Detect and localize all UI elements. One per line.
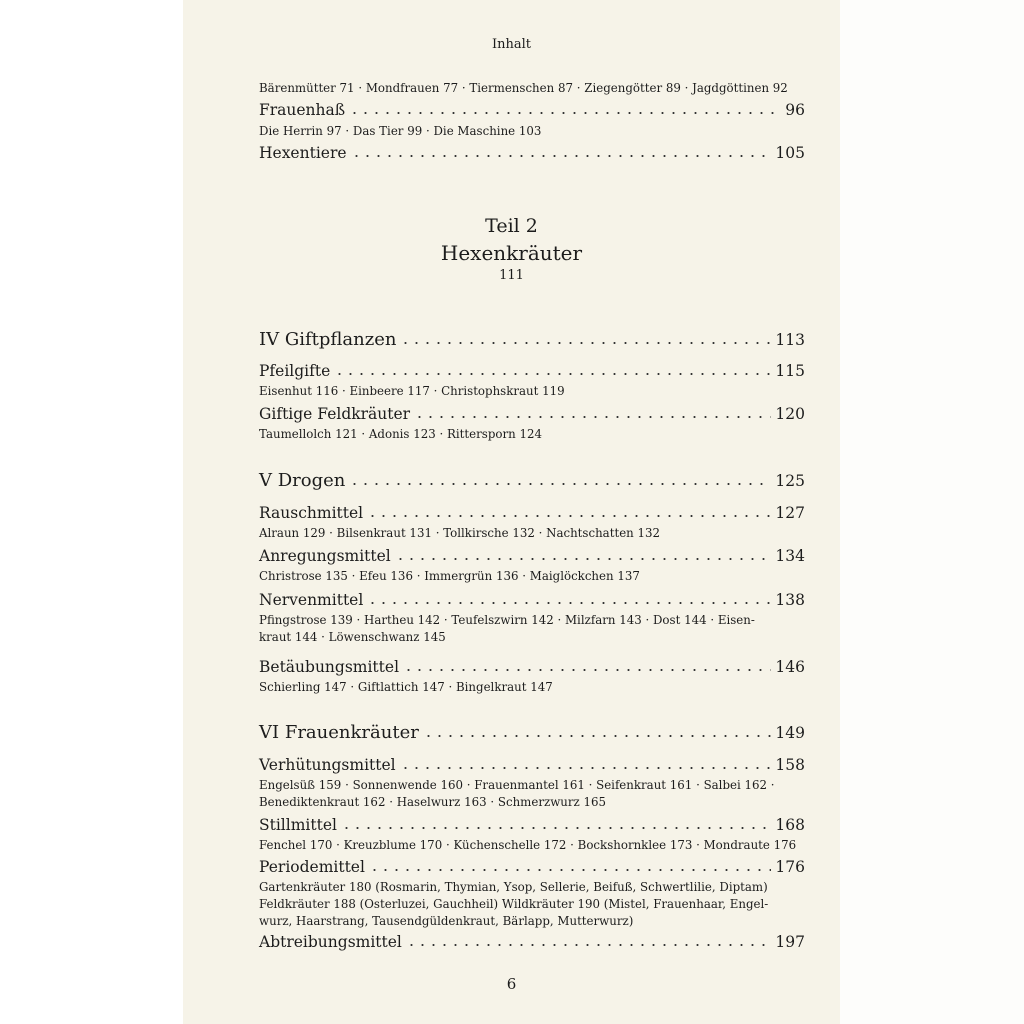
leader-dots xyxy=(403,658,771,672)
toc-subentries: kraut 144 · Löwenschwanz 145 xyxy=(259,630,446,644)
toc-entry-title: Hexentiere xyxy=(259,144,347,162)
leader-dots xyxy=(341,816,771,830)
toc-entry-title: Giftige Feldkräuter xyxy=(259,405,411,423)
book-page xyxy=(183,0,840,1024)
toc-subentries: Christrose 135 · Efeu 136 · Immergrün 136 · Maiglöckchen 137 xyxy=(259,569,640,583)
leader-dots xyxy=(334,362,771,376)
leader-dots xyxy=(400,756,772,770)
toc-entry-page: 115 xyxy=(775,362,805,380)
toc-entry xyxy=(259,933,805,951)
chapter-title: V Drogen xyxy=(259,470,346,492)
toc-entry-title: Betäubungsmittel xyxy=(259,658,400,676)
toc-entry xyxy=(259,547,805,565)
toc-subentries: Gartenkräuter 180 (Rosmarin, Thymian, Ysop, Sellerie, Beifuß, Schwertlilie, Diptam) xyxy=(259,880,768,894)
leader-dots xyxy=(406,933,772,947)
toc-entry-page: 120 xyxy=(775,405,805,423)
leader-dots xyxy=(423,722,772,738)
chapter-heading xyxy=(259,722,805,743)
toc-entry-page: 158 xyxy=(775,756,805,774)
toc-subentries: Engelsüß 159 · Sonnenwende 160 · Frauenmantel 161 · Seifenkraut 161 · Salbei 162 · xyxy=(259,778,775,792)
toc-entry xyxy=(259,816,805,834)
part-title: Hexenkräuter xyxy=(440,241,583,265)
toc-entry-title: Verhütungsmittel xyxy=(259,756,396,774)
leader-dots xyxy=(367,504,771,518)
toc-subentries: Die Herrin 97 · Das Tier 99 · Die Maschine 103 xyxy=(259,124,542,138)
toc-entry-page: 96 xyxy=(785,101,805,119)
toc-subentries: Schierling 147 · Giftlattich 147 · Bingelkraut 147 xyxy=(259,680,553,694)
toc-subentries: Alraun 129 · Bilsenkraut 131 · Tollkirsche 132 · Nachtschatten 132 xyxy=(259,526,661,540)
part-page: 111 xyxy=(499,268,524,283)
leader-dots xyxy=(400,329,771,345)
chapter-page: 149 xyxy=(775,724,805,743)
page-number: 6 xyxy=(506,975,517,993)
chapter-heading xyxy=(259,470,805,491)
chapter-title: VI Frauenkräuter xyxy=(259,722,419,744)
toc-entry-title: Stillmittel xyxy=(259,816,337,834)
leader-dots xyxy=(349,101,781,115)
leader-dots xyxy=(367,591,771,605)
running-head: Inhalt xyxy=(491,37,531,52)
toc-entry-page: 138 xyxy=(775,591,805,609)
chapter-page: 113 xyxy=(775,331,805,350)
toc-entry-title: Anregungsmittel xyxy=(259,547,391,565)
chapter-page: 125 xyxy=(775,472,805,491)
toc-entry-title: Frauenhaß xyxy=(259,101,346,119)
part-label: Teil 2 xyxy=(485,215,538,237)
chapter-title: IV Giftpflanzen xyxy=(259,329,397,351)
toc-subentries: Eisenhut 116 · Einbeere 117 · Christophskraut 119 xyxy=(259,384,565,398)
toc-entry xyxy=(259,101,805,119)
toc-entry xyxy=(259,504,805,522)
facing-margin xyxy=(840,0,1024,1024)
toc-entry xyxy=(259,591,805,609)
toc-entry-page: 197 xyxy=(775,933,805,951)
toc-entry xyxy=(259,362,805,380)
toc-subentries: Feldkräuter 188 (Osterluzei, Gauchheil) Wildkräuter 190 (Mistel, Frauenhaar, Engel- xyxy=(259,897,769,911)
toc-entry-page: 134 xyxy=(775,547,805,565)
toc-entry-page: 146 xyxy=(775,658,805,676)
toc-entry xyxy=(259,405,805,423)
top-subentry-line: Bärenmütter 71 · Mondfrauen 77 · Tiermenschen 87 · Ziegengötter 89 · Jagdgöttinen 92 xyxy=(259,81,788,95)
toc-entry-page: 105 xyxy=(775,144,805,162)
toc-entry-title: Pfeilgifte xyxy=(259,362,331,380)
toc-entry xyxy=(259,658,805,676)
leader-dots xyxy=(414,405,771,419)
toc-subentries: Pfingstrose 139 · Hartheu 142 · Teufelszwirn 142 · Milzfarn 143 · Dost 144 · Eisen- xyxy=(259,613,755,627)
leader-dots xyxy=(351,144,772,158)
toc-subentries: Taumellolch 121 · Adonis 123 · Rittersporn 124 xyxy=(259,427,542,441)
toc-entry xyxy=(259,756,805,774)
toc-subentries: wurz, Haarstrang, Tausendgüldenkraut, Bärlapp, Mutterwurz) xyxy=(259,914,634,928)
toc-subentries: Fenchel 170 · Kreuzblume 170 · Küchenschelle 172 · Bockshornklee 173 · Mondraute 176 xyxy=(259,838,797,852)
toc-entry xyxy=(259,858,805,876)
toc-entry-title: Rauschmittel xyxy=(259,504,364,522)
toc-entry-title: Abtreibungsmittel xyxy=(259,933,402,951)
chapter-heading xyxy=(259,329,805,350)
toc-entry-title: Periodemittel xyxy=(259,858,365,876)
leader-dots xyxy=(349,470,771,486)
toc-entry-page: 168 xyxy=(775,816,805,834)
toc-subentries: Benediktenkraut 162 · Haselwurz 163 · Schmerzwurz 165 xyxy=(259,795,607,809)
toc-entry-title: Nervenmittel xyxy=(259,591,364,609)
toc-entry-page: 176 xyxy=(775,858,805,876)
leader-dots xyxy=(395,547,772,561)
leader-dots xyxy=(369,858,771,872)
toc-entry-page: 127 xyxy=(775,504,805,522)
toc-entry xyxy=(259,144,805,162)
